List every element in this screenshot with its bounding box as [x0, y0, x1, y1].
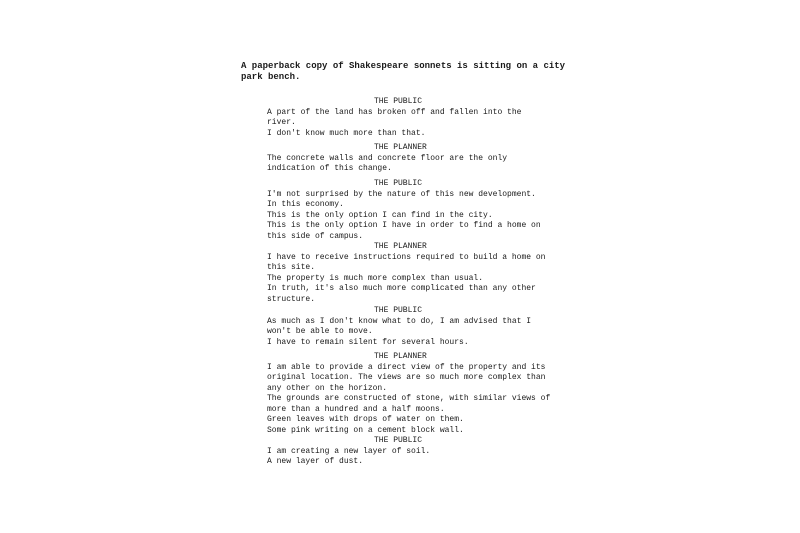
dialogue-line: structure.	[267, 294, 316, 304]
dialogue-line: indication of this change.	[267, 164, 392, 173]
dialogue-line: Green leaves with drops of water on them.	[267, 415, 464, 424]
dialogue-block	[267, 306, 567, 348]
dialogue-line: This is the only option I can find in the city.	[267, 210, 493, 220]
dialogue-line: I am able to provide a direct view of the property and its	[267, 362, 546, 372]
dialogue-line: In truth, it's also much more complicated than any other	[267, 284, 536, 293]
dialogue-line: The grounds are constructed of stone, with similar views of	[267, 394, 551, 403]
character-name: THE PUBLIC	[374, 179, 423, 188]
dialogue-block	[267, 436, 567, 468]
dialogue-line: The concrete walls and concrete floor are the only	[267, 153, 508, 163]
dialogue-line: original location. The views are so much more complex than	[267, 373, 546, 382]
character-name: THE PLANNER	[374, 143, 427, 152]
dialogue-line: A new layer of dust.	[267, 457, 364, 466]
dialogue-line: Some pink writing on a cement block wall.	[267, 425, 464, 435]
dialogue-line: more than a hundred and a half moons.	[267, 404, 445, 414]
character-name: THE PLANNER	[374, 242, 427, 251]
scene-action: A paperback copy of Shakespeare sonnets is sitting on a city park bench.	[241, 61, 566, 82]
character-name: THE PUBLIC	[374, 306, 423, 315]
dialogue-line: The property is much more complex than usual.	[267, 273, 484, 283]
dialogue-block	[267, 352, 567, 436]
dialogue-block	[267, 242, 567, 305]
dialogue-line: In this economy.	[267, 200, 344, 209]
dialogue-line: I have to remain silent for several hours.	[267, 337, 469, 347]
dialogue-block	[267, 143, 567, 175]
dialogue-line: I don't know much more than that.	[267, 128, 426, 138]
dialogue-block	[267, 179, 567, 242]
dialogue-line: this site.	[267, 263, 316, 272]
dialogue-line: I am creating a new layer of soil.	[267, 446, 431, 456]
dialogue-block	[267, 97, 567, 139]
dialogue-line: this side of campus.	[267, 231, 364, 241]
dialogue-line: I'm not surprised by the nature of this new development.	[267, 189, 536, 199]
dialogue-line: As much as I don't know what to do, I am advised that I	[267, 316, 532, 326]
character-name: THE PLANNER	[374, 352, 427, 361]
dialogue-line: any other on the horizon.	[267, 383, 388, 393]
character-name: THE PUBLIC	[374, 97, 423, 106]
dialogue-line: won't be able to move.	[267, 327, 373, 336]
dialogue-line: I have to receive instructions required to build a home on	[267, 252, 546, 262]
character-name: THE PUBLIC	[374, 436, 423, 445]
dialogue-line: This is the only option I have in order to find a home on	[267, 221, 541, 230]
dialogue-line: river.	[267, 118, 296, 127]
dialogue-line: A part of the land has broken off and fallen into the	[267, 107, 522, 117]
